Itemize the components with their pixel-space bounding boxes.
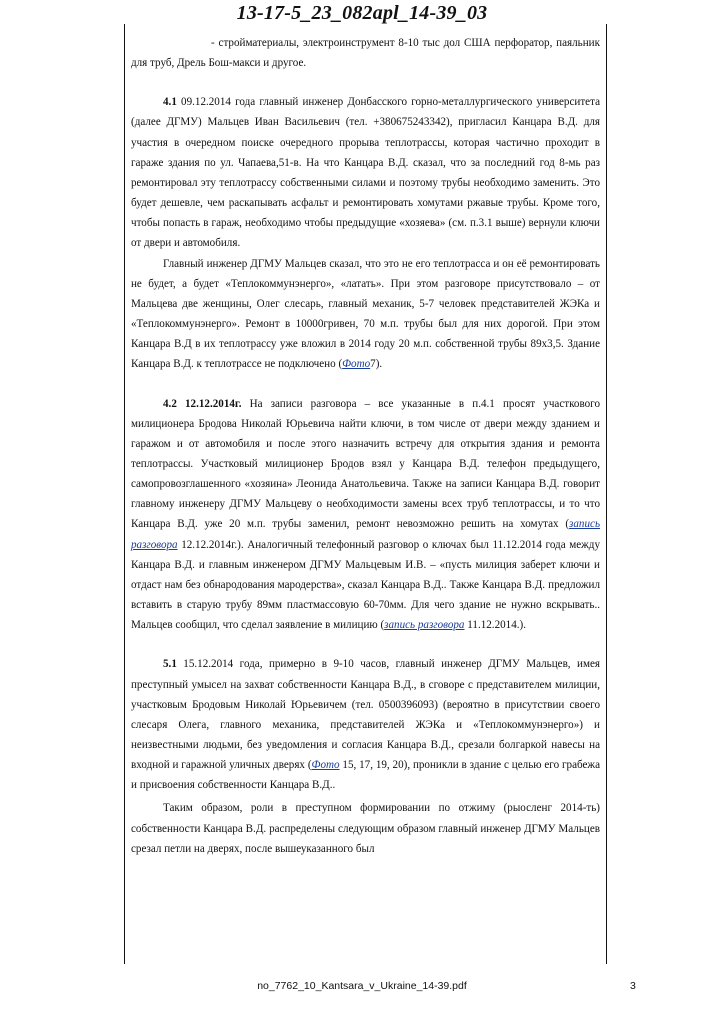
document-title: 13-17-5_23_082apl_14-39_03	[236, 2, 488, 24]
section-4-1-paragraph-2	[131, 254, 600, 375]
recording-link[interactable]: запись разговора	[131, 518, 600, 551]
photo-link[interactable]: Фото	[311, 759, 340, 772]
paragraph-text: 15, 17, 19, 20), проникли в здание с целью его грабежа и присвоения собственности Канцара В.Д..	[131, 759, 601, 792]
section-5-1-paragraph	[131, 654, 600, 795]
section-5-1-paragraph-2: Таким образом, роли в преступном формировании по отжиму (рыосленг 2014-ть) собственности Канцара В.Д. распределены следующим образом главный инженер ДГМУ Мальцев срезал петли на дверях, после вышеуказанного был	[131, 802, 600, 855]
paragraph-text: Главный инженер ДГМУ Мальцев сказал, что это не его теплотрасса и он её ремонтировать не будет, а будет «Теплокоммунэнерго», «латать». При этом разговоре присутствовало – от Мальцева две женщины, Олег слесарь, главный механик, 5-7 человек представителей ЖЭКа и «Теплокоммунэнерго». Ремонт в 10000гривен, 70 м.п. трубы был для них дорогой. При этом Канцара В.Д в их теплотрассу уже вложил в 2014 году 20 м.п. собственной трубы 89х3,5. Здание Канцара В.Д. к теплотрассе не подключено (	[131, 257, 600, 371]
photo-link[interactable]: Фото	[342, 358, 371, 371]
section-4-1-paragraph	[131, 92, 600, 253]
right-margin-rule	[606, 24, 607, 964]
paragraph-text: 15.12.2014 года, примерно в 9-10 часов, главный инженер ДГМУ Мальцев, имея преступный умысел на захват собственности Канцара В.Д., в сговоре с представителем милиции, участковым Бродовым Николай Юрьевичем (тел. 0500396093) (вероятно в присутствии своего слесаря Олега, главного механика, представителей ЖЭКа и «Теплокоммунэнерго») и неизвестными людьми, без уведомления и согласия Канцара В.Д., срезали болгаркой навесы на входной и гаражной уличных дверях (	[131, 658, 600, 772]
spacer	[131, 375, 600, 394]
section-4-2-paragraph	[131, 394, 600, 636]
spacer	[131, 73, 600, 92]
section-number: 4.2 12.12.2014г.	[163, 397, 242, 410]
section-number: 4.1	[163, 96, 177, 109]
footer-filename: no_7762_10_Kantsara_v_Ukraine_14-39.pdf	[257, 980, 467, 992]
document-body	[131, 33, 600, 859]
spacer	[131, 635, 600, 654]
paragraph-text: 12.12.2014г.). Аналогичный телефонный разговор о ключах был 11.12.2014 года между Канцара В.Д. и главным инженером ДГМУ Мальцевым И.В. – «пусть милиция заберет ключи и отдаст нам без обнародования мародерства», сказал Канцара В.Д.. Также Канцара В.Д. предложил вставить в старую трубу 89мм пластмассовую 60-70мм. Для чего здание не нужно вскрывать.. Мальцев сообщил, что сделал заявление в милицию (	[131, 538, 600, 632]
footer-page-number: 3	[630, 980, 636, 992]
intro-paragraph: - стройматериалы, электроинструмент 8-10 тыс дол США перфоратор, паяльник для труб, Дрель Бош-макси и другое.	[131, 37, 600, 70]
paragraph-text: 11.12.2014.).	[464, 619, 527, 632]
recording-link[interactable]: запись разговора	[384, 619, 465, 632]
paragraph-text: На записи разговора – все указанные в п.4.1 просят участкового милиционера Бродова Николай Юрьевича найти ключи, в том числе от двери между зданием и гаражом и от автомобиля и после этого назначить встречу для открытия здания и ремонта теплотрассы. Участковый милиционер Бродов взял у Канцара В.Д. телефон предыдущего, самопровозглашенного «хозяина» Леонида Анатольевича. Также на записи Канцара В.Д. говорит главному инженеру ДГМУ Мальцеву о необходимости замены всех труб теплотрассы, и то что Канцара В.Д. уже 20 м.п. трубы заменил, ремонт невозможно решить на хомутах (	[131, 397, 600, 531]
left-margin-rule	[124, 24, 125, 964]
paragraph-text: 09.12.2014 года главный инженер Донбасского горно-металлургического университета (далее ДГМУ) Мальцев Иван Васильевич (тел. +380675243342), пригласил Канцара В.Д. для участия в очередном поиске очередного прорыва теплотрассы, которая частично проходит в гараже здания по ул. Чапаева,51-в. На что Канцара В.Д. сказал, что за последний год 8-мь раз ремонтировал эту теплотрассу собственными силами и поэтому трубы необходимо заменить. Это будет дешевле, чем раскапывать асфальт и ремонтировать хомутами ржавые трубы. Кроме того, чтобы попасть в гараж, необходимо чтобы предыдущие «хозяева» (см. п.3.1 выше) вернули ключи от двери и автомобиля.	[131, 96, 600, 250]
paragraph-text: 7).	[370, 358, 383, 371]
section-number: 5.1	[163, 658, 177, 671]
